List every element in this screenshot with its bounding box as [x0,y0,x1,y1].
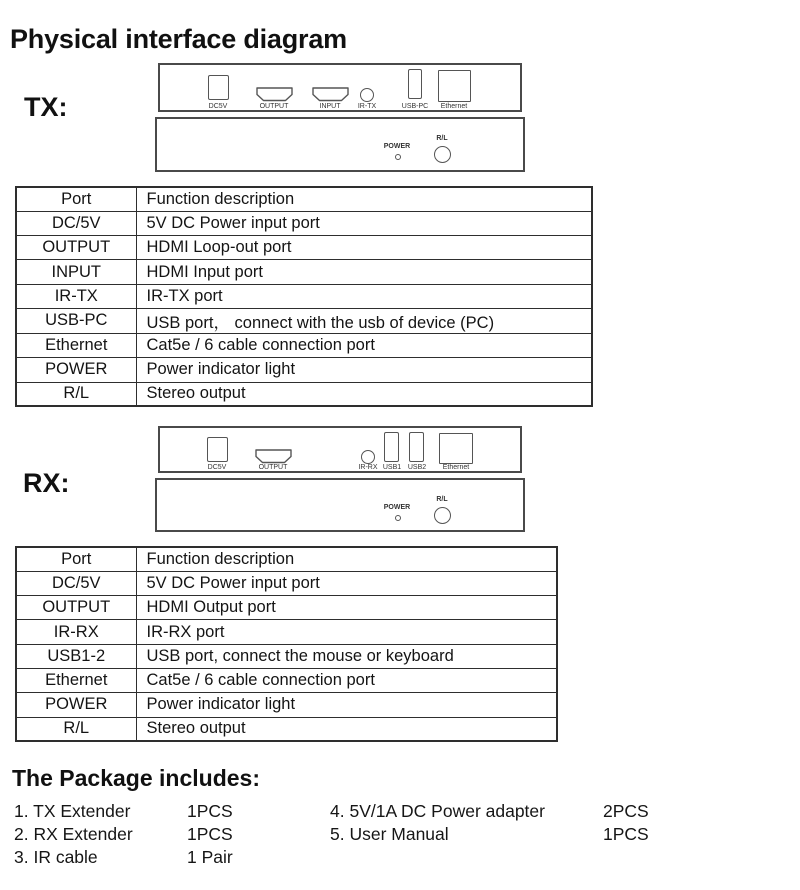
rx-front-panel [155,478,525,532]
tx-ethernet-port [438,70,471,102]
rx-port-label: USB2 [407,464,427,471]
col-header-port: Port [16,547,136,571]
tx-port-label: DC5V [208,103,228,110]
table-header-row [16,187,592,211]
tx-port-label: Ethernet [440,103,468,110]
dc-power-port-icon [207,437,228,462]
package-qty: 1PCS [603,824,649,844]
table-row [16,668,557,692]
rx-spec-table [15,546,558,742]
usb-port-icon [408,69,422,99]
function-cell: Cat5e / 6 cable connection port [136,333,592,357]
function-cell: Stereo output [136,717,557,741]
power-led-icon [395,154,401,160]
audio-jack-icon [434,507,451,524]
package-item: 4. 5V/1A DC Power adapter [330,801,545,821]
ir-jack-port-icon [361,450,375,464]
tx-port-label: INPUT [319,103,341,110]
port-cell: DC/5V [16,211,136,235]
tx-audio-label: R/L [436,135,448,142]
usb-port-icon [409,432,424,462]
rx-port-label: OUTPUT [258,464,288,471]
port-cell: OUTPUT [16,596,136,620]
rx-rear-panel [158,426,522,473]
table-row [16,333,592,357]
tx-rear-panel [158,63,522,112]
function-cell: Power indicator light [136,358,592,382]
usb-port-icon [384,432,399,462]
table-row [16,211,592,235]
package-item: 3. IR cable [14,847,98,867]
table-row [16,644,557,668]
table-row [16,358,592,382]
function-cell: Stereo output [136,382,592,406]
rx-ir-rx-port [361,450,375,464]
function-cell: 5V DC Power input port [136,571,557,595]
table-row [16,260,592,284]
port-cell: R/L [16,717,136,741]
rx-port-label: USB1 [382,464,402,471]
function-cell: USB port, connect the mouse or keyboard [136,644,557,668]
tx-ir-tx-port [360,88,374,102]
function-cell: Cat5e / 6 cable connection port [136,668,557,692]
port-cell: USB-PC [16,308,136,333]
package-title: The Package includes: [12,765,260,791]
rx-ethernet-port [439,433,473,464]
table-row [16,596,557,620]
tx-label: TX: [24,92,68,122]
tx-port-label: IR-TX [357,103,377,110]
table-row [16,236,592,260]
rj45-port-icon [439,433,473,464]
function-cell: HDMI Output port [136,596,557,620]
package-qty: 1PCS [187,801,233,821]
port-cell: POWER [16,693,136,717]
function-cell: IR-RX port [136,620,557,644]
function-cell: IR-TX port [136,284,592,308]
rx-label: RX: [23,468,70,498]
table-row [16,284,592,308]
rx-usb2-port [409,432,424,462]
ir-jack-port-icon [360,88,374,102]
rx-port-label: Ethernet [442,464,470,471]
tx-dc5v-port [208,75,229,100]
port-cell: Ethernet [16,333,136,357]
audio-jack-icon [434,146,451,163]
hdmi-port-icon [255,87,294,102]
col-header-function: Function description [136,187,592,211]
table-row [16,693,557,717]
port-cell: IR-TX [16,284,136,308]
table-row [16,620,557,644]
function-cell: Power indicator light [136,693,557,717]
port-cell: R/L [16,382,136,406]
rx-power-label: POWER [383,504,411,511]
tx-spec-table [15,186,593,407]
port-cell: Ethernet [16,668,136,692]
page-title: Physical interface diagram [10,24,347,54]
function-cell: 5V DC Power input port [136,211,592,235]
function-cell: USB port， connect with the usb of device (PC) [136,308,592,333]
package-qty: 1 Pair [187,847,233,867]
tx-port-label: USB-PC [401,103,429,110]
package-item: 5. User Manual [330,824,449,844]
port-cell: USB1-2 [16,644,136,668]
port-cell: IR-RX [16,620,136,644]
package-qty: 1PCS [187,824,233,844]
table-header-row [16,547,557,571]
power-led-icon [395,515,401,521]
tx-front-panel [155,117,525,172]
rx-port-label: IR-RX [358,464,378,471]
rx-usb1-port [384,432,399,462]
table-row [16,571,557,595]
tx-port-label: OUTPUT [259,103,289,110]
rx-audio-label: R/L [436,496,448,503]
rx-dc5v-port [207,437,228,462]
table-row [16,717,557,741]
col-header-function: Function description [136,547,557,571]
package-item: 1. TX Extender [14,801,131,821]
tx-power-label: POWER [383,143,411,150]
col-header-port: Port [16,187,136,211]
dc-power-port-icon [208,75,229,100]
port-cell: DC/5V [16,571,136,595]
function-cell: HDMI Input port [136,260,592,284]
port-cell: INPUT [16,260,136,284]
function-cell: HDMI Loop-out port [136,236,592,260]
rx-port-label: DC5V [207,464,227,471]
table-row [16,382,592,406]
port-cell: POWER [16,358,136,382]
package-qty: 2PCS [603,801,649,821]
hdmi-port-icon [311,87,350,102]
tx-usb-pc-port [408,69,422,99]
package-item: 2. RX Extender [14,824,133,844]
rj45-port-icon [438,70,471,102]
port-cell: OUTPUT [16,236,136,260]
hdmi-port-icon [254,449,293,464]
table-row [16,308,592,333]
